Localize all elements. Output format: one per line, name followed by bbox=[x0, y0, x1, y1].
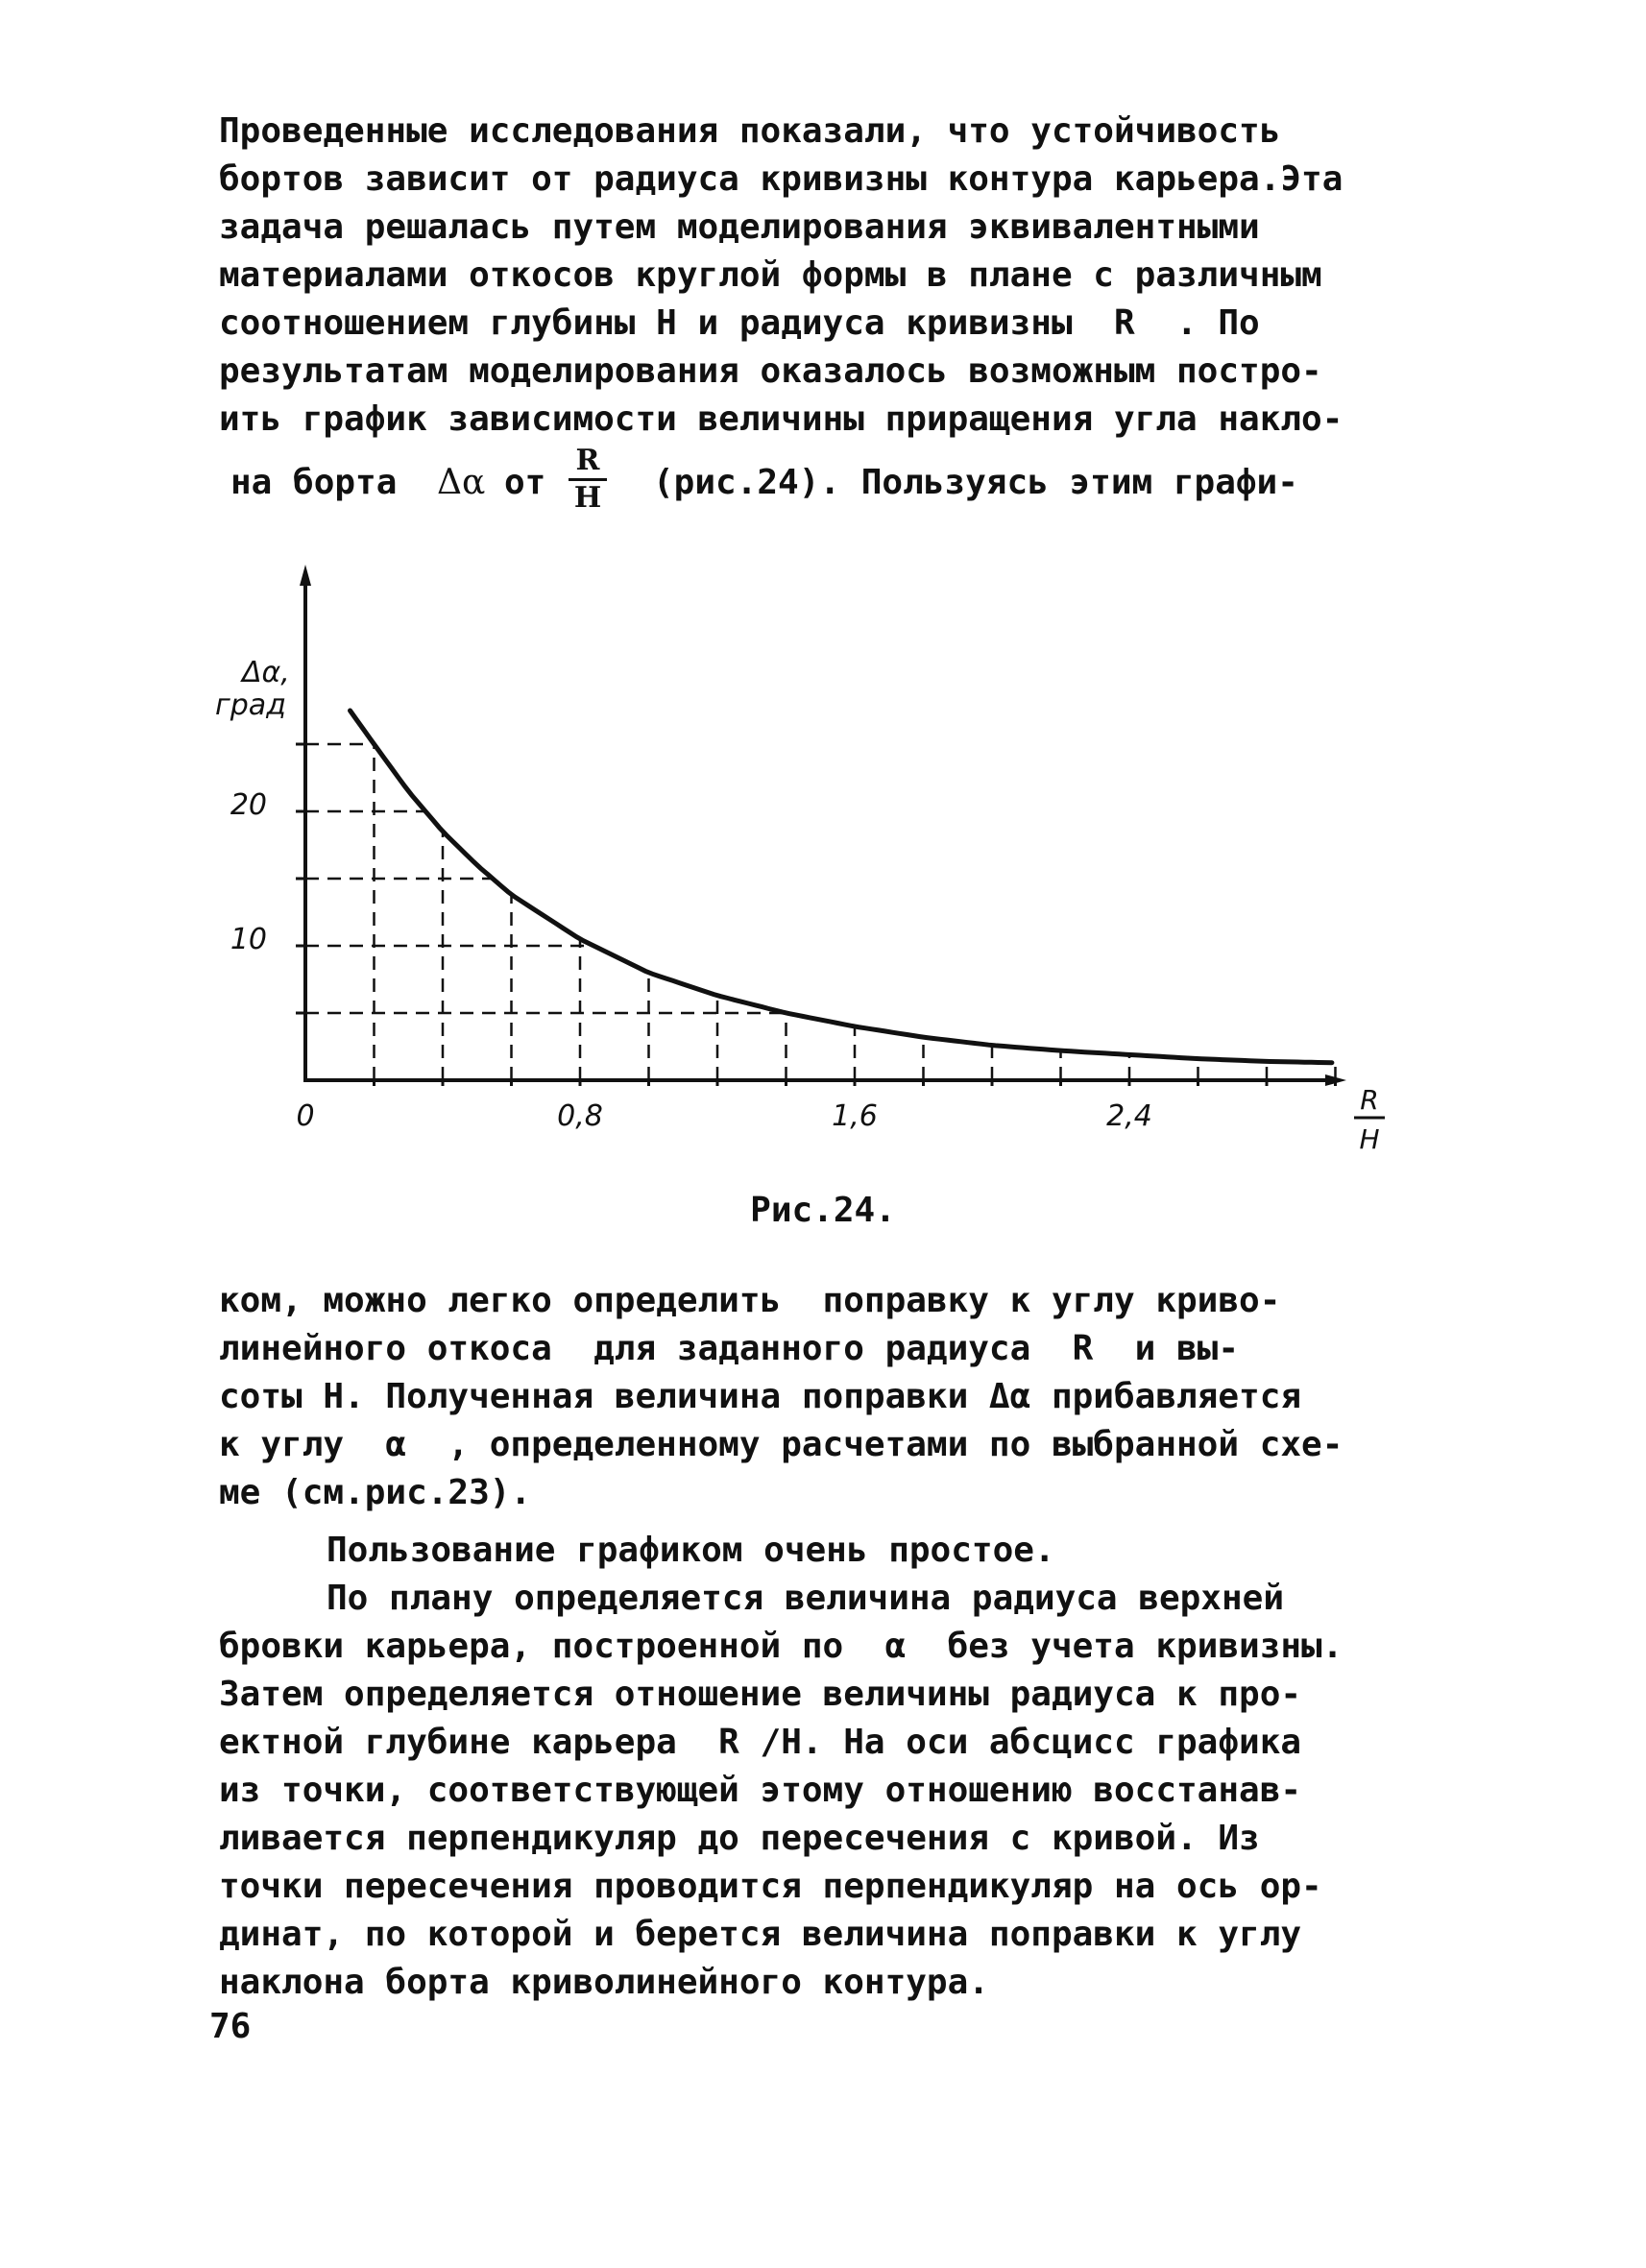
second-paragraph bbox=[219, 1527, 1506, 2007]
text-line: Затем определяется отношение величины радиуса к про- bbox=[219, 1675, 1302, 1714]
text-line: Проведенные исследования показали, что устойчивость bbox=[219, 111, 1281, 151]
figure-caption: Рис.24. bbox=[750, 1191, 896, 1230]
text-line: ливается перпендикуляр до пересечения с кривой. Из bbox=[219, 1819, 1260, 1858]
formula-suffix: (рис.24). Пользуясь этим графи- bbox=[653, 463, 1298, 502]
fraction-numerator: R bbox=[569, 444, 607, 481]
chart-svg bbox=[182, 547, 1431, 1171]
text-line: бровки карьера, построенной по α без учета кривизны. bbox=[219, 1627, 1343, 1666]
text-line: ком, можно легко определить поправку к углу криво- bbox=[219, 1281, 1281, 1320]
text-line: соты H. Полученная величина поправки Δα прибавляется bbox=[219, 1377, 1302, 1416]
figure-24 bbox=[182, 547, 1431, 1171]
fraction-denominator: H bbox=[573, 481, 602, 515]
text-line: ме (см.рис.23). bbox=[219, 1473, 532, 1512]
bottom-paragraph bbox=[219, 1277, 1506, 1517]
text-line: материалами откосов круглой формы в плане с различным bbox=[219, 255, 1322, 295]
text-line: бортов зависит от радиуса кривизны контура карьера.Эта bbox=[219, 159, 1343, 199]
text-line: к углу α , определенному расчетами по выбранной схе- bbox=[219, 1425, 1343, 1464]
text-line: линейного откоса для заданного радиуса R и вы- bbox=[219, 1329, 1240, 1368]
x-tick-label: 0,8 bbox=[557, 1099, 603, 1133]
formula-line bbox=[230, 442, 1498, 528]
formula-prefix: на борта bbox=[230, 463, 398, 502]
text-line: ить график зависимости величины приращения угла накло- bbox=[219, 399, 1343, 439]
text-line: из точки, соответствующей этому отношению восстанав- bbox=[219, 1771, 1302, 1810]
page-number: 76 bbox=[209, 2007, 252, 2046]
y-axis-arrow bbox=[300, 565, 311, 586]
x-axis-label-denominator: H bbox=[1359, 1123, 1380, 1155]
text-line: Пользование графиком очень простое. bbox=[327, 1531, 1055, 1570]
text-line: ектной глубине карьера R /H. На оси абсцисс графика bbox=[219, 1723, 1302, 1762]
x-tick-label: 2,4 bbox=[1106, 1099, 1152, 1133]
text-line: динат, по которой и берется величина поправки к углу bbox=[219, 1915, 1302, 1954]
y-tick-label: 10 bbox=[230, 923, 267, 956]
text-line: точки пересечения проводится перпендикуляр на ось ор- bbox=[219, 1867, 1322, 1906]
delta-alpha-symbol: Δα bbox=[437, 463, 486, 502]
y-axis-unit: град bbox=[215, 688, 286, 722]
y-axis-label: Δα, bbox=[242, 656, 290, 689]
text-line: соотношением глубины H и радиуса кривизны R . По bbox=[219, 303, 1260, 343]
top-paragraph bbox=[219, 108, 1506, 444]
x-tick-label: 1,6 bbox=[832, 1099, 878, 1133]
y-tick-label: 20 bbox=[230, 788, 267, 822]
x-axis-label-numerator: R bbox=[1360, 1084, 1379, 1116]
formula-from: от bbox=[504, 463, 546, 502]
text-line: наклона борта криволинейного контура. bbox=[219, 1963, 989, 2002]
r-over-h-fraction bbox=[569, 444, 607, 516]
curve-line bbox=[351, 711, 1332, 1063]
x-tick-label: 0 bbox=[296, 1099, 315, 1133]
text-line: По плану определяется величина радиуса верхней bbox=[327, 1579, 1284, 1618]
text-line: результатам моделирования оказалось возможным постро- bbox=[219, 351, 1322, 391]
text-line: задача решалась путем моделирования эквивалентными bbox=[219, 207, 1260, 247]
